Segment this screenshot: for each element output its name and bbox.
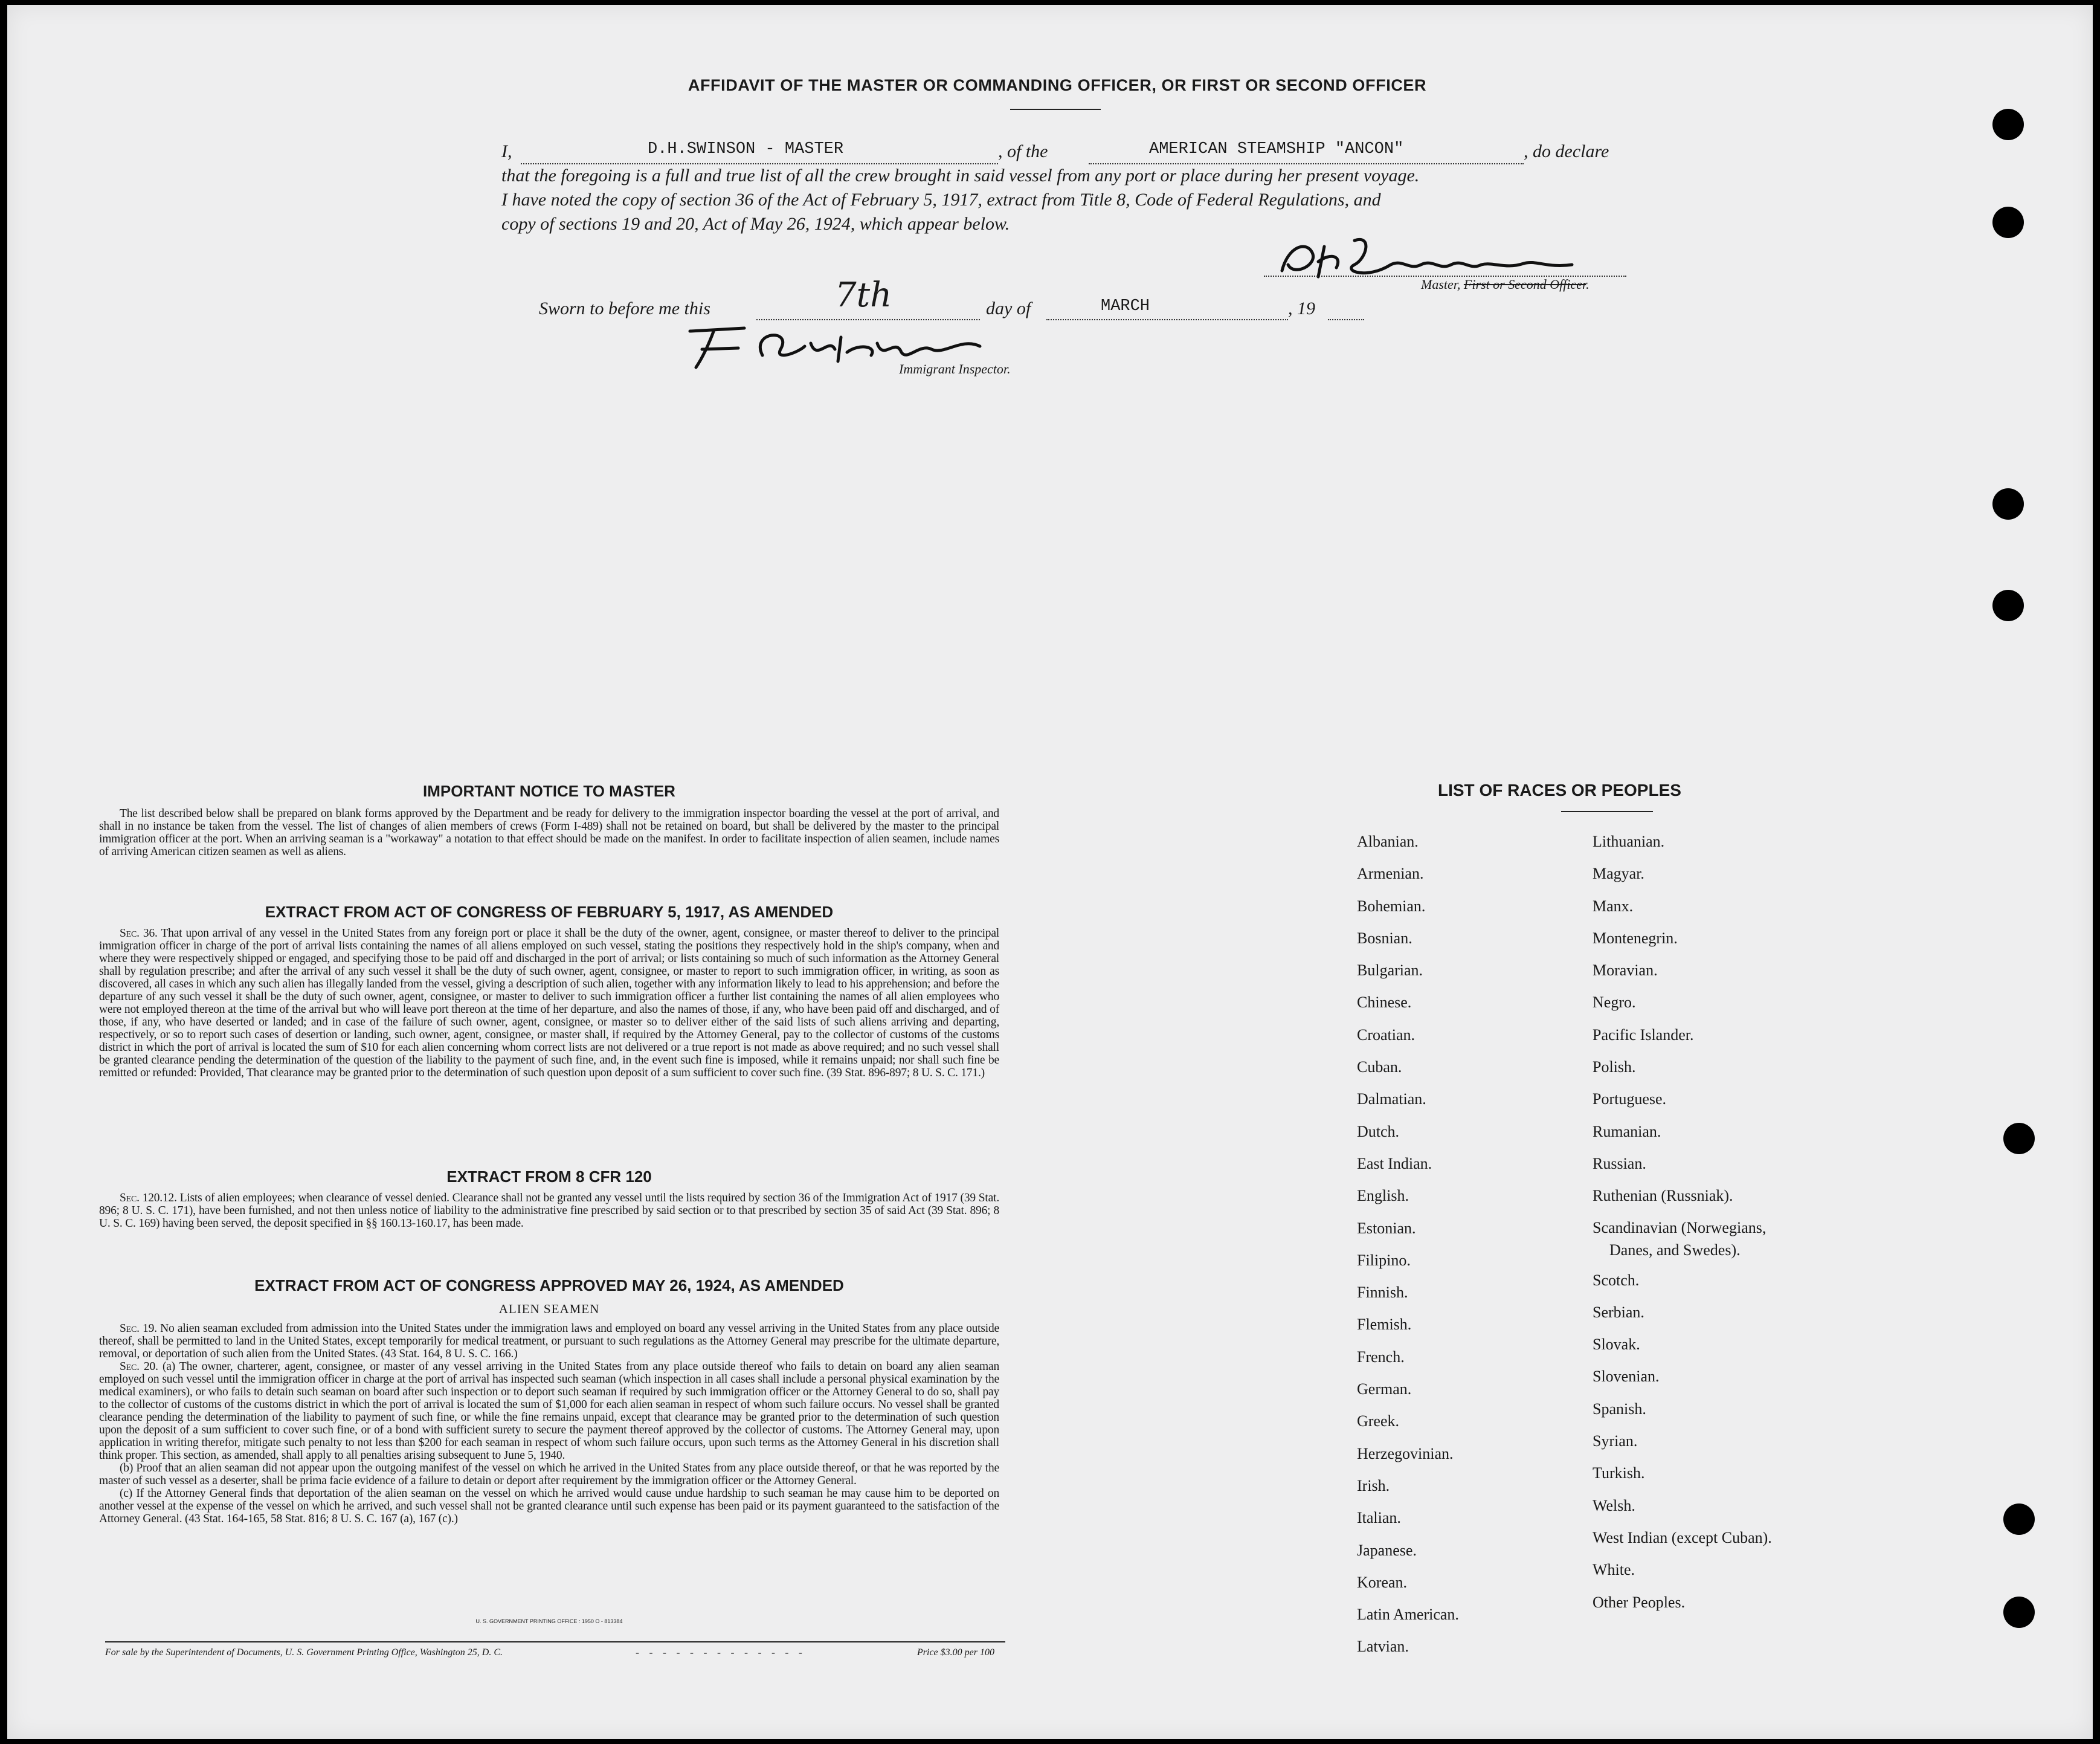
extract-1917-text <box>99 927 999 1079</box>
punch-hole <box>2003 1503 2035 1535</box>
race-item: English. <box>1357 1187 1409 1205</box>
label-period: . <box>1586 277 1589 292</box>
declaration-line-4: copy of sections 19 and 20, Act of May 26, 1924, which appear below. <box>501 214 1010 234</box>
footer-dashes: - - - - - - - - - - - - - <box>636 1646 806 1658</box>
race-item: Polish. <box>1593 1058 1636 1076</box>
year-blank <box>1328 319 1364 320</box>
race-item: West Indian (except Cuban). <box>1593 1528 1772 1546</box>
extract-1924-heading: EXTRACT FROM ACT OF CONGRESS APPROVED MAY 26, 1924, AS AMENDED <box>254 1276 844 1294</box>
month-blank <box>1046 319 1288 320</box>
punch-hole <box>1992 207 2024 238</box>
race-item: Filipino. <box>1357 1251 1411 1269</box>
declaration-line-2: that the foregoing is a full and true list of all the crew brought in said vessel from any port or place during her present voyage. <box>501 166 1420 186</box>
heading-divider <box>1010 109 1101 110</box>
punch-hole <box>1992 590 2024 621</box>
race-item: Japanese. <box>1357 1541 1417 1559</box>
race-item: Armenian. <box>1357 865 1424 883</box>
do-declare-label: , do declare <box>1524 141 1609 161</box>
race-item: Other Peoples. <box>1593 1593 1686 1611</box>
master-signature-label <box>1421 277 1589 292</box>
cfr-text <box>99 1192 999 1230</box>
master-label: Master, <box>1421 277 1464 292</box>
affidavit-heading: AFFIDAVIT OF THE MASTER OR COMMANDING OFFICER, OR FIRST OR SECOND OFFICER <box>688 76 1427 94</box>
race-item: Serbian. <box>1593 1303 1644 1321</box>
race-item: Spanish. <box>1593 1400 1646 1418</box>
race-item: Dalmatian. <box>1357 1090 1426 1108</box>
races-column-1 <box>1357 825 1459 1663</box>
extract-1924-text <box>99 1322 999 1525</box>
notice-heading: IMPORTANT NOTICE TO MASTER <box>423 782 675 800</box>
punch-hole <box>1992 488 2024 520</box>
cfr-heading: EXTRACT FROM 8 CFR 120 <box>446 1168 652 1186</box>
sworn-label: Sworn to before me this <box>539 299 710 318</box>
punch-hole <box>1992 109 2024 140</box>
race-item: German. <box>1357 1380 1412 1398</box>
vessel-blank <box>1089 163 1524 164</box>
notice-text <box>99 807 999 858</box>
document-page <box>7 5 2093 1739</box>
race-item: East Indian. <box>1357 1154 1432 1172</box>
race-item: Russian. <box>1593 1154 1646 1172</box>
section-19-text: No alien seaman excluded from admission into the United States under the immigration laws and employed on board any vessel arriving in the United States from any place outside thereof, shall be permitted to land in the United States, except temporarily for medical treatment, or pursuant to such regulations as the Attorney General may prescribe for the ultimate departure, removal, or deportation of such alien from the United States. (43 Stat. 164, 8 U. S. C. 166.) <box>99 1322 999 1360</box>
races-divider <box>1561 811 1653 812</box>
race-item: Moravian. <box>1593 961 1658 980</box>
race-item: Cuban. <box>1357 1058 1402 1076</box>
inspector-label: Immigrant Inspector. <box>899 361 1011 376</box>
master-name-field: D.H.SWINSON - MASTER <box>648 140 844 158</box>
race-item: Latvian. <box>1357 1638 1409 1656</box>
race-item: Irish. <box>1357 1476 1390 1494</box>
section-20c-paragraph: (c) If the Attorney General finds that deportation of the alien seaman on the vessel on which he arrived would cause undue hardship to such seaman he may cause him to be deported on another vessel at the expense of the vessel on which he arrived, and such vessel shall not be granted clearance until such expense has been paid or its payment guaranteed to the satisfaction of the Attorney General. (43 Stat. 164-165, 58 Stat. 816; 8 U. S. C. 167 (a), 167 (c).) <box>99 1487 999 1525</box>
cfr-section-label: Sec. 120.12. <box>120 1192 177 1204</box>
notice-paragraph: The list described below shall be prepared on blank forms approved by the Department and be ready for delivery to the immigration inspector boarding the vessel at the port of arrival, and shall in no instance be taken from the vessel. The list of changes of alien members of crews (Form I-489) shall not be retained on board, but shall be delivered by the master to the principal immigration officer at the port. When an arriving seaman is a "workaway" a notation to that effect should be made on the manifest. In order to facilitate inspection of alien seamen, include names of arriving American citizen seamen as well as aliens. <box>99 807 999 858</box>
day-of-label: day of <box>986 299 1031 318</box>
race-item: Latin American. <box>1357 1606 1459 1624</box>
officer-label-struck: First or Second Officer <box>1463 277 1586 292</box>
section-36-label: Sec. 36. <box>120 927 158 940</box>
race-item: Herzegovinian. <box>1357 1444 1454 1462</box>
race-item: Bohemian. <box>1357 897 1426 915</box>
section-20b-paragraph: (b) Proof that an alien seaman did not appear upon the outgoing manifest of the vessel on which he arrived in the United States from any place outside thereof, or that he was reported by the master of such vessel as a deserter, shall be prima facie evidence of a failure to detain or deport after requirement by the immigration officer or the Attorney General. <box>99 1462 999 1487</box>
race-item: Finnish. <box>1357 1284 1408 1302</box>
punch-hole <box>2003 1597 2035 1628</box>
races-heading: LIST OF RACES OR PEOPLES <box>1438 781 1681 799</box>
cfr-section-text: Lists of alien employees; when clearance of vessel denied. Clearance shall not be granted any vessel until the lists required by section 36 of the Immigration Act of 1917 (39 Stat. 896; 8 U. S. C. 171), have been furnished, and not then unless notice of liability to the administrative fine prescribed by said section or to that prescribed by section 35 of said Act (39 Stat. 896; 8 U. S. C. 169) having been served, the deposit specified in §§ 160.13-160.17, has been made. <box>99 1192 999 1230</box>
race-item: Scotch. <box>1593 1271 1640 1289</box>
vessel-name-field: AMERICAN STEAMSHIP "ANCON" <box>1149 140 1404 158</box>
race-item: Greek. <box>1357 1412 1400 1430</box>
alien-seamen-subheading: ALIEN SEAMEN <box>498 1302 600 1316</box>
section-20a-paragraph <box>99 1360 999 1462</box>
race-item: Ruthenian (Russniak). <box>1593 1187 1733 1205</box>
race-item: Rumanian. <box>1593 1122 1661 1140</box>
footer-rule <box>105 1641 1005 1642</box>
race-item: Turkish. <box>1593 1464 1645 1482</box>
section-20a-text: (a) The owner, charterer, agent, consignee, or master of any vessel arriving in the United States from any place outside thereof who fails to detain on board any alien seaman employed on such vessel until the immigration officer in charge at the port of arrival has inspected such seaman (which inspection in all cases shall include a personal physical examination by the medical examiners), or who fails to detain such seaman on board after such inspection or to deport such seaman if required by such immigration officer or the Attorney General to do so, shall pay to the collector of customs of the customs district in which the port of arrival is located the sum of $1,000 for each alien seaman in respect of whom such failure occurs. No vessel shall be granted clearance pending the determination of the liability to payment of such fine, or while the fine remains unpaid, except that clearance may be granted prior to the determination of such question upon the deposit of a sum sufficient to cover such fine, or of a bond with sufficient surety to secure the payment thereof approved by the collector of customs. The Attorney General may, upon application in writing therefor, mitigate such penalty to not less than $200 for each seaman in respect of whom such failure occurs, upon such terms as the Attorney General in his discretion shall think proper. This section, as amended, shall apply to all penalties arising subsequent to June 5, 1940. <box>99 1360 999 1462</box>
race-item: French. <box>1357 1348 1405 1366</box>
races-column-2 <box>1593 825 1772 1618</box>
extract-1917-heading: EXTRACT FROM ACT OF CONGRESS OF FEBRUARY 5, 1917, AS AMENDED <box>265 903 834 921</box>
race-item: Scandinavian (Norwegians, <box>1593 1218 1767 1236</box>
footer-price: Price $3.00 per 100 <box>917 1647 994 1658</box>
race-item: Slovak. <box>1593 1335 1640 1354</box>
cfr-paragraph <box>99 1192 999 1230</box>
section-19-paragraph <box>99 1322 999 1360</box>
race-item: Danes, and Swedes). <box>1609 1241 1741 1259</box>
section-20-label: Sec. 20. <box>120 1360 158 1373</box>
section-36-paragraph <box>99 927 999 1079</box>
race-item: White. <box>1593 1561 1635 1579</box>
race-item: Slovenian. <box>1593 1368 1660 1386</box>
punch-hole <box>2003 1123 2035 1154</box>
race-item: Chinese. <box>1357 993 1412 1012</box>
section-36-text: That upon arrival of any vessel in the United States from any foreign port or place it shall be the duty of the owner, agent, consignee, or master thereof to deliver to the principal immigration officer in charge of the port of arrival lists containing the names of all aliens employed on such vessel, stating the positions they respectively hold in the ship's company, when and where they were respectively shipped or engaged, and specifying those to be paid off and discharged in the port of arrival; or lists containing so much of such information as the Attorney General shall by regulation prescribe; and after the arrival of any such vessel it shall be the duty of such owner, agent, consignee, or master to report to such immigration officer, in writing, as soon as discovered, all cases in which any such alien has illegally landed from the vessel, giving a description of such alien, together with any information likely to lead to his apprehension; and before the departure of any such vessel it shall be the duty of such owner, agent, consignee, or master to deliver to such immigration officer a further list containing the names of all alien employees who were not employed thereon at the time of the arrival but who will leave port thereon at the time of her departure, and also the names of those, if any, who have been paid off and discharged, and of those, if any, who have deserted or landed; and in case of the failure of such owner, agent, consignee, or master so to deliver either of the said lists of such aliens arriving and departing, respectively, or so to report such cases of desertion or landing, such owner, agent, consignee, or master shall, if required by the Attorney General, pay to the collector of customs of the customs district in which the port of arrival is located the sum of $10 for each alien concerning whom correct lists are not delivered or a true report is not made as above required; and no such vessel shall be granted clearance pending the determination of the question of the liability to the payment of such fine, and, in the event such fine is imposed, while it remains unpaid; nor shall such fine be remitted or refunded: Provided, That clearance may be granted prior to the determination of such question upon deposit of a sum sufficient to cover such fine. (39 Stat. 896-897; 8 U. S. C. 171.) <box>99 927 1000 1079</box>
footer-sale-note: For sale by the Superintendent of Documents, U. S. Government Printing Office, Washington 25, D. C. <box>105 1647 503 1658</box>
gpo-imprint: U. S. GOVERNMENT PRINTING OFFICE : 1950 O - 813384 <box>475 1618 623 1624</box>
race-item: Bosnian. <box>1357 929 1412 947</box>
of-the-label: , of the <box>998 141 1048 161</box>
declaration-line-3: I have noted the copy of section 36 of the Act of February 5, 1917, extract from Title 8, Code of Federal Regulations, and <box>501 190 1381 210</box>
race-item: Estonian. <box>1357 1219 1416 1237</box>
race-item: Negro. <box>1593 993 1636 1012</box>
race-item: Italian. <box>1357 1509 1401 1527</box>
affidavit-i-label: I, <box>501 141 512 161</box>
race-item: Magyar. <box>1593 865 1644 883</box>
race-item: Flemish. <box>1357 1316 1412 1334</box>
race-item: Lithuanian. <box>1593 833 1665 850</box>
race-item: Bulgarian. <box>1357 961 1423 980</box>
race-item: Dutch. <box>1357 1122 1400 1140</box>
race-item: Portuguese. <box>1593 1090 1667 1108</box>
day-value: 7th <box>835 276 892 315</box>
section-19-label: Sec. 19. <box>120 1322 157 1335</box>
race-item: Croatian. <box>1357 1025 1416 1044</box>
master-name-blank <box>521 163 998 164</box>
race-item: Pacific Islander. <box>1593 1025 1694 1044</box>
race-item: Montenegrin. <box>1593 929 1678 947</box>
year-prefix: , 19 <box>1288 299 1315 318</box>
month-value: MARCH <box>1101 297 1150 315</box>
race-item: Korean. <box>1357 1573 1408 1591</box>
race-item: Manx. <box>1593 897 1634 915</box>
race-item: Syrian. <box>1593 1432 1638 1450</box>
race-item: Albanian. <box>1357 833 1419 850</box>
race-item: Welsh. <box>1593 1496 1635 1514</box>
